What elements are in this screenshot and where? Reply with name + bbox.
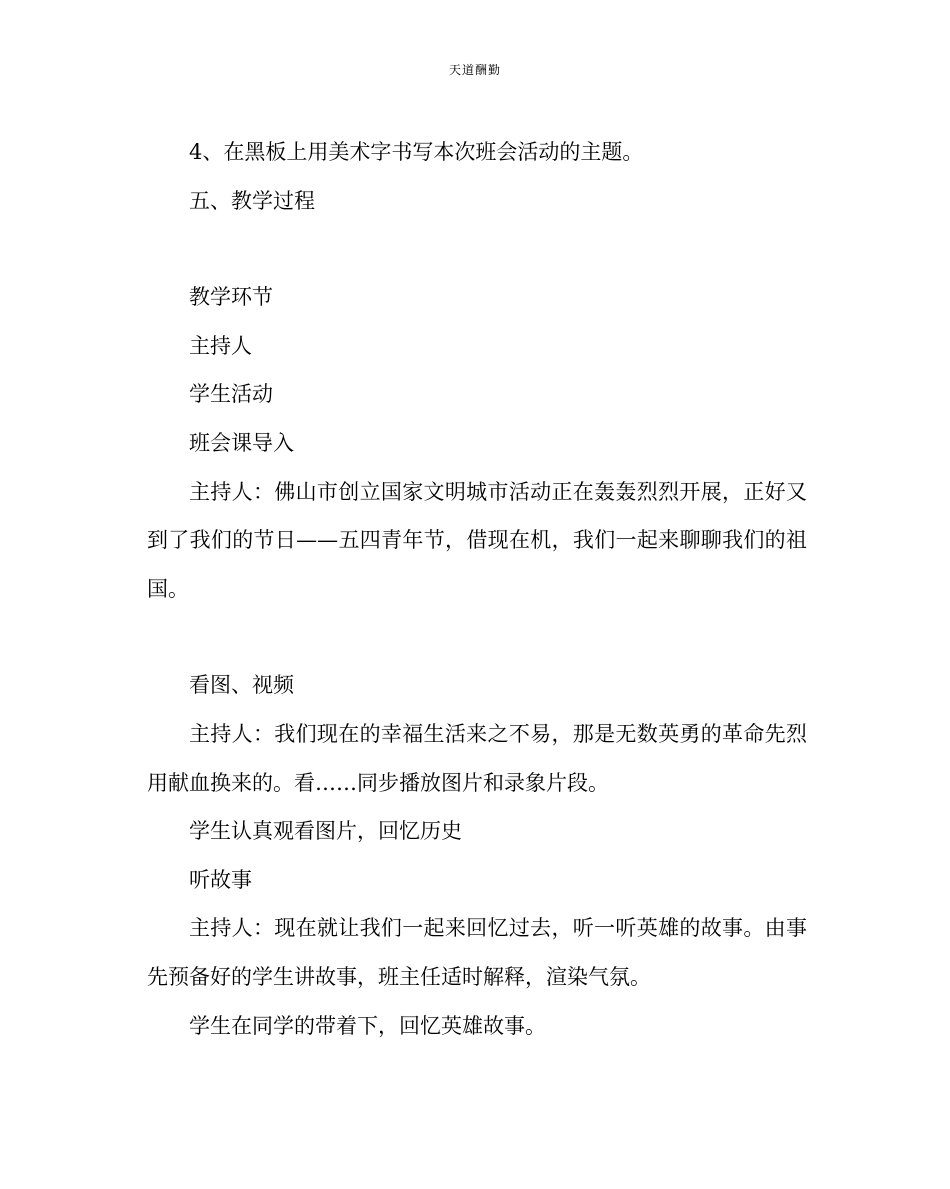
paragraph-students-watch: 学生认真观看图片，回忆历史	[189, 819, 462, 844]
paragraph-host: 主持人	[189, 333, 252, 358]
paragraph-listen-story: 听故事	[189, 867, 252, 892]
paragraph-watch-images-video: 看图、视频	[189, 673, 294, 698]
section-heading-teaching-process: 五、教学过程	[189, 188, 315, 213]
blank-line	[147, 613, 807, 661]
paragraph-host-intro-speech: 主持人：佛山市创立国家文明城市活动正在轰轰烈烈开展，正好又到了我们的节日——五四青年节，借现在机，我们一起来聊聊我们的祖国。	[147, 479, 807, 601]
paragraph-student-activity: 学生活动	[189, 382, 273, 407]
paragraph-teaching-stage: 教学环节	[189, 285, 273, 310]
paragraph-host-story-speech: 主持人：现在就让我们一起来回忆过去，听一听英雄的故事。由事先预备好的学生讲故事，班主任适时解释，渲染气氛。	[147, 916, 807, 989]
paragraph-students-recall: 学生在同学的带着下，回忆英雄故事。	[189, 1013, 546, 1038]
paragraph-host-video-speech: 主持人：我们现在的幸福生活来之不易，那是无数英勇的革命先烈用献血换来的。看……同步播放图片和录象片段。	[147, 721, 807, 795]
document-body	[147, 128, 807, 1050]
page-header: 天道酬勤	[448, 63, 501, 77]
paragraph-class-intro: 班会课导入	[189, 430, 294, 455]
blank-line	[147, 225, 807, 273]
paragraph-step-4: 4、在黑板上用美术字书写本次班会活动的主题。	[189, 140, 644, 164]
